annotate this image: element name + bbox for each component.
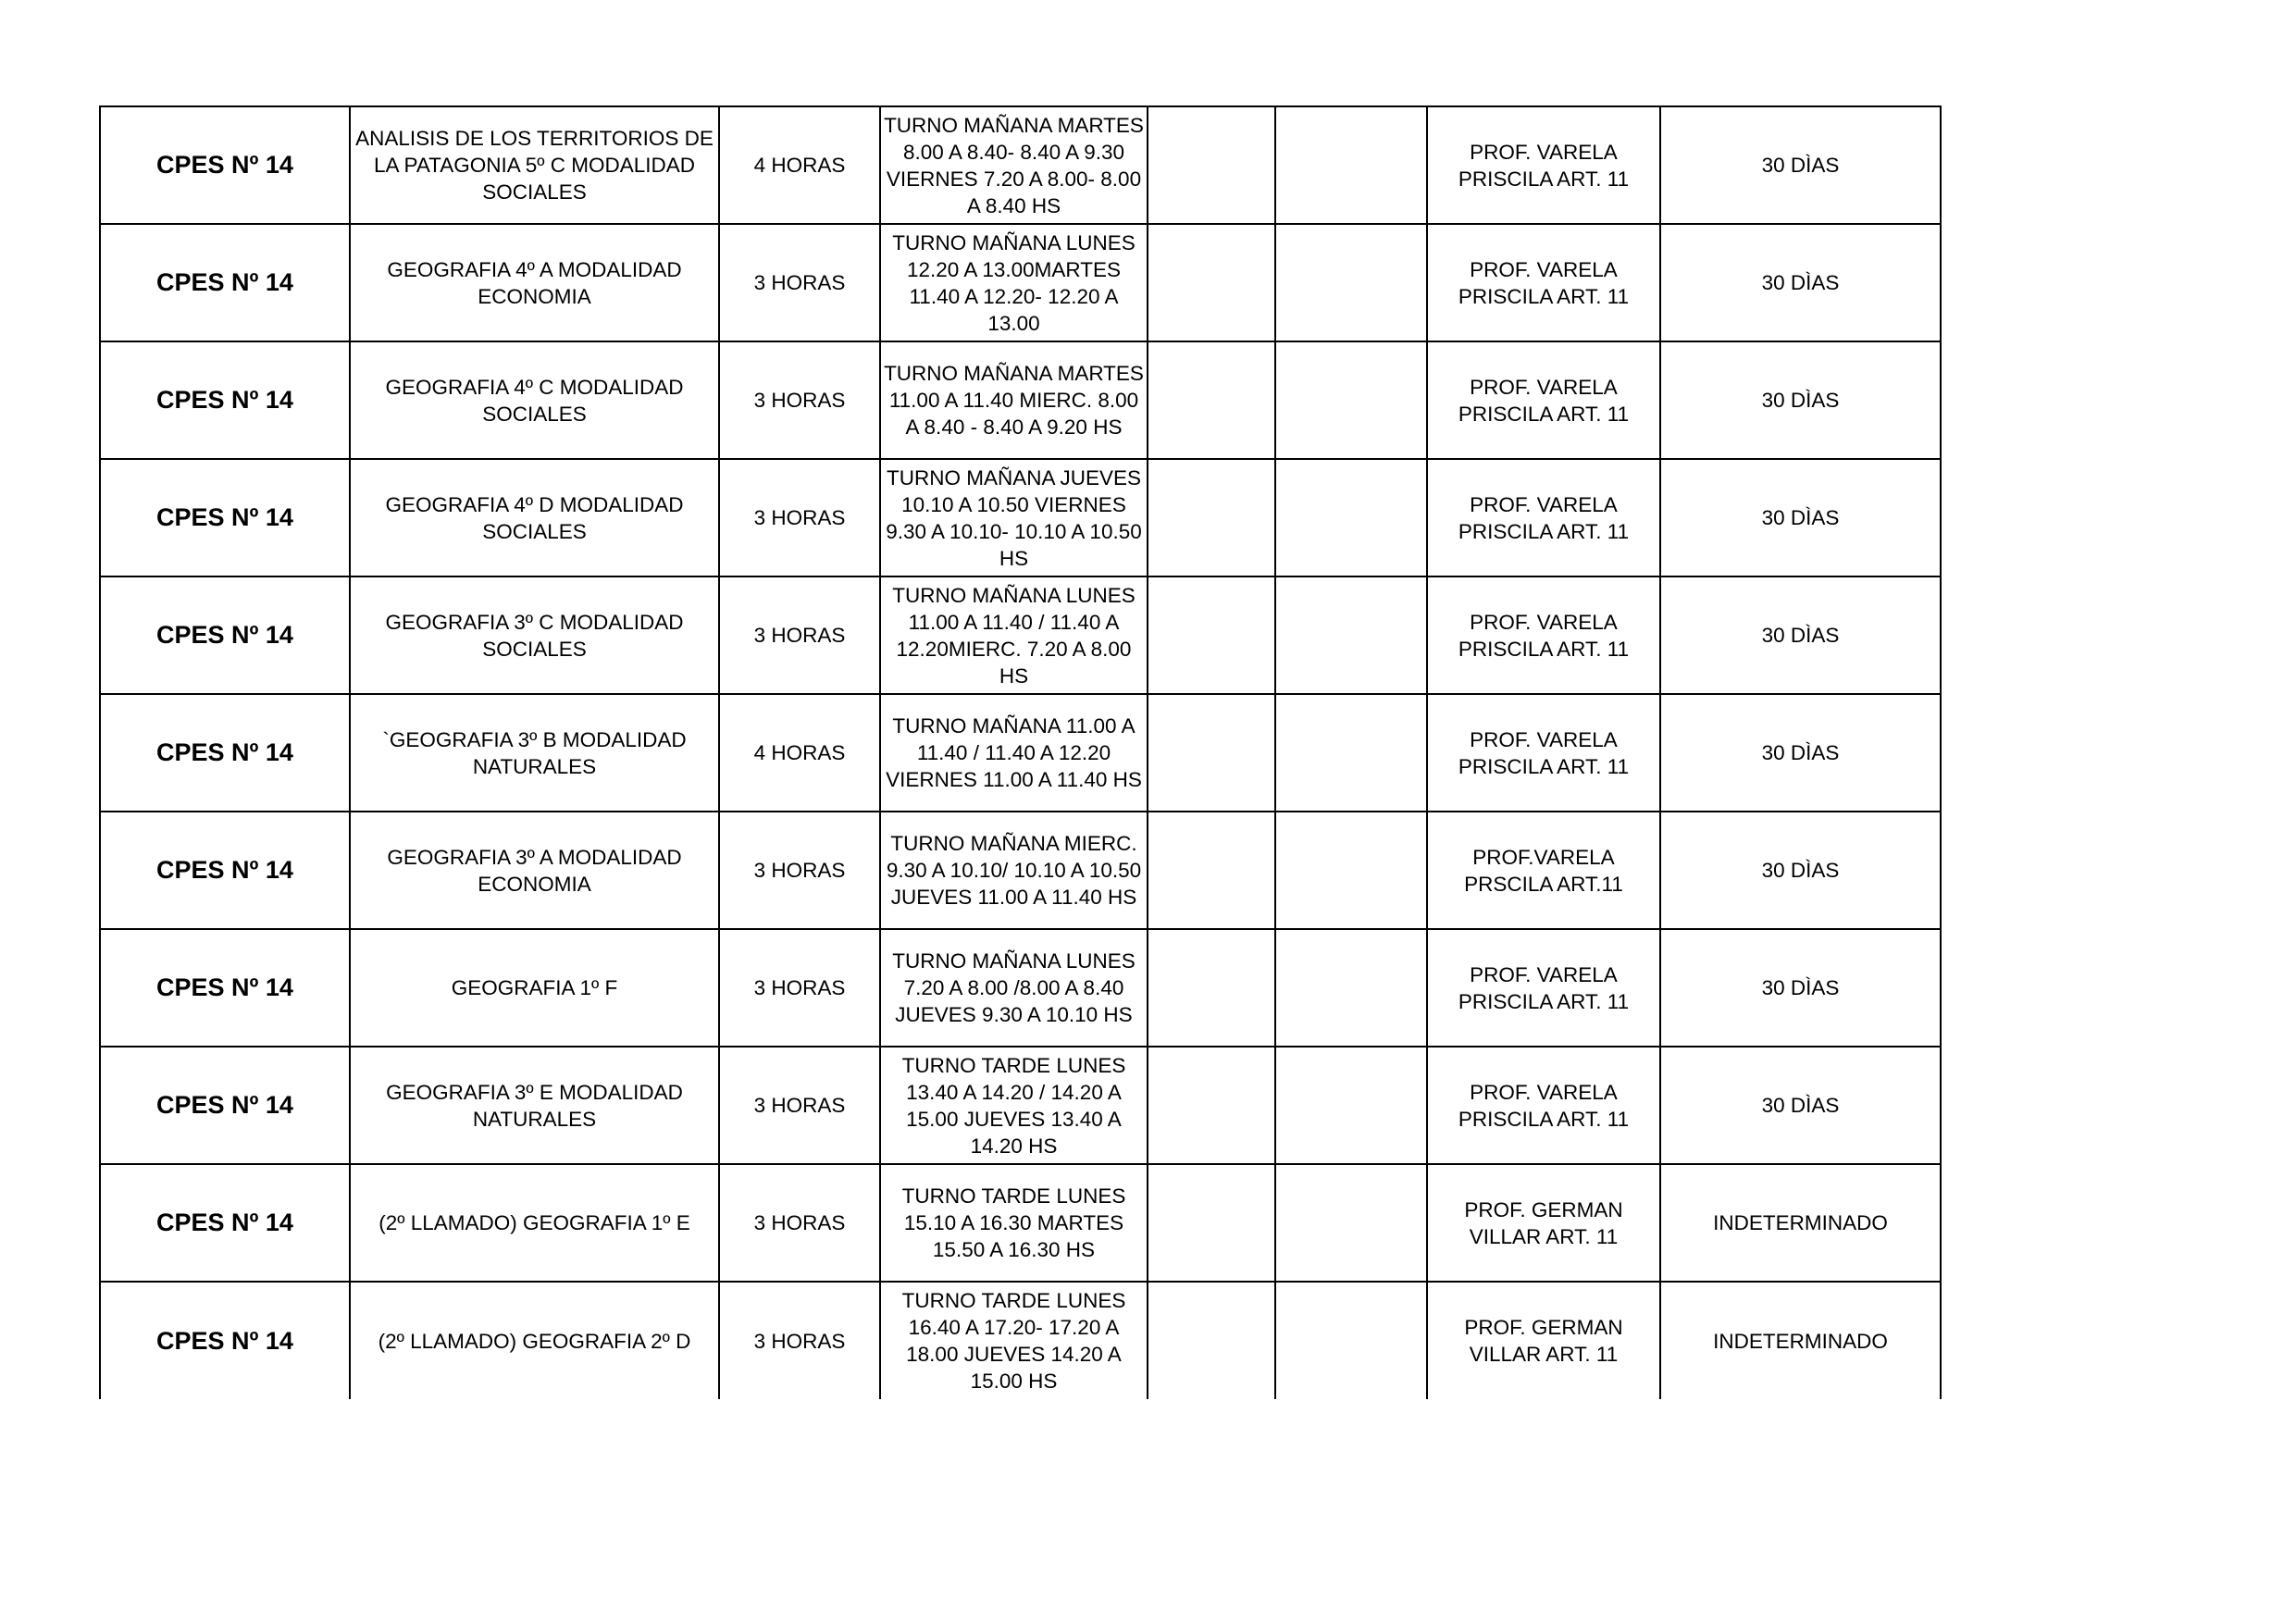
subject-cell	[350, 106, 719, 224]
subject-cell-text: `GEOGRAFIA 3º B MODALIDAD NATURALES	[382, 727, 687, 778]
empty-cell	[1148, 1047, 1275, 1164]
hours-cell	[719, 1282, 880, 1399]
empty-cell	[1275, 694, 1427, 812]
schedule-cell	[880, 1282, 1148, 1399]
schedule-cell	[880, 929, 1148, 1047]
schedule-cell-text: TURNO MAÑANA JUEVES 10.10 A 10.50 VIERNES 9.30 A 10.10- 10.10 A 10.50 HS	[886, 465, 1142, 570]
subject-cell-text: GEOGRAFIA 3º E MODALIDAD NATURALES	[386, 1080, 683, 1131]
duration-cell	[1660, 106, 1941, 224]
schedule-cell-text: TURNO MAÑANA MARTES 8.00 A 8.40- 8.40 A 9.30 VIERNES 7.20 A 8.00- 8.00 A 8.40 HS	[884, 113, 1144, 217]
duration-cell-text: 30 DÌAS	[1761, 976, 1840, 999]
subject-cell-text: GEOGRAFIA 4º D MODALIDAD SOCIALES	[385, 492, 684, 543]
hours-cell-text: 3 HORAS	[753, 1094, 846, 1117]
hours-cell-text: 3 HORAS	[753, 976, 846, 999]
teacher-cell	[1427, 1164, 1660, 1282]
school-cell	[100, 106, 350, 224]
duration-cell-text: 30 DÌAS	[1761, 506, 1840, 529]
empty-cell	[1275, 929, 1427, 1047]
teacher-cell-text: PROF. VARELA PRISCILA ART. 11	[1458, 257, 1630, 308]
teacher-cell-text: PROF. VARELA PRISCILA ART. 11	[1458, 727, 1630, 778]
duration-cell-text: INDETERMINADO	[1713, 1329, 1888, 1353]
hours-cell	[719, 459, 880, 576]
teacher-cell	[1427, 1047, 1660, 1164]
duration-cell	[1660, 576, 1941, 694]
empty-cell	[1148, 341, 1275, 459]
teacher-cell-text: PROF. VARELA PRISCILA ART. 11	[1458, 1080, 1630, 1131]
subject-cell-text: ANALISIS DE LOS TERRITORIOS DE LA PATAGONIA 5º C MODALIDAD SOCIALES	[355, 127, 714, 204]
empty-cell	[1148, 1164, 1275, 1282]
teacher-cell-text: PROF.VARELA PRSCILA ART.11	[1464, 845, 1623, 896]
hours-cell-text: 3 HORAS	[753, 506, 846, 529]
school-cell-text: CPES Nº 14	[156, 857, 293, 884]
schedule-cell	[880, 694, 1148, 812]
schedule-cell	[880, 576, 1148, 694]
school-cell-text: CPES Nº 14	[156, 152, 293, 179]
teacher-cell	[1427, 694, 1660, 812]
empty-cell	[1148, 812, 1275, 929]
subject-cell-text: GEOGRAFIA 3º C MODALIDAD SOCIALES	[385, 610, 684, 661]
hours-cell	[719, 576, 880, 694]
table-row	[100, 1047, 1941, 1164]
schedule-cell	[880, 1047, 1148, 1164]
hours-cell	[719, 106, 880, 224]
duration-cell-text: 30 DÌAS	[1761, 389, 1840, 412]
duration-cell-text: 30 DÌAS	[1761, 859, 1840, 882]
schedule-cell-text: TURNO MAÑANA MIERC. 9.30 A 10.10/ 10.10 A 10.50 JUEVES 11.00 A 11.40 HS	[886, 832, 1142, 909]
school-cell	[100, 1282, 350, 1399]
subject-cell-text: (2º LLAMADO) GEOGRAFIA 1º E	[379, 1211, 690, 1234]
hours-cell	[719, 694, 880, 812]
duration-cell-text: 30 DÌAS	[1761, 154, 1840, 177]
duration-cell	[1660, 224, 1941, 341]
table-row	[100, 812, 1941, 929]
subject-cell	[350, 576, 719, 694]
school-cell-text: CPES Nº 14	[156, 387, 293, 414]
empty-cell	[1148, 576, 1275, 694]
teacher-cell	[1427, 812, 1660, 929]
table-row	[100, 224, 1941, 341]
school-cell	[100, 1164, 350, 1282]
teacher-cell-text: PROF. VARELA PRISCILA ART. 11	[1458, 962, 1630, 1013]
subject-cell-text: GEOGRAFIA 3º A MODALIDAD ECONOMIA	[387, 845, 682, 896]
school-cell	[100, 341, 350, 459]
subject-cell	[350, 929, 719, 1047]
hours-cell-text: 4 HORAS	[753, 154, 846, 177]
empty-cell	[1148, 459, 1275, 576]
school-cell	[100, 694, 350, 812]
teacher-cell	[1427, 224, 1660, 341]
teacher-cell-text: PROF. VARELA PRISCILA ART. 11	[1458, 610, 1630, 661]
duration-cell-text: 30 DÌAS	[1761, 271, 1840, 294]
table-row	[100, 1282, 1941, 1399]
duration-cell	[1660, 929, 1941, 1047]
table-row	[100, 576, 1941, 694]
teacher-cell-text: PROF. VARELA PRISCILA ART. 11	[1458, 140, 1630, 191]
school-cell-text: CPES Nº 14	[156, 622, 293, 649]
schedule-cell	[880, 341, 1148, 459]
hours-cell-text: 3 HORAS	[753, 1329, 846, 1353]
duration-cell	[1660, 341, 1941, 459]
empty-cell	[1148, 929, 1275, 1047]
table-row	[100, 106, 1941, 224]
school-cell-text: CPES Nº 14	[156, 739, 293, 766]
schedule-cell-text: TURNO MAÑANA LUNES 7.20 A 8.00 /8.00 A 8.40 JUEVES 9.30 A 10.10 HS	[892, 949, 1136, 1026]
table-row	[100, 694, 1941, 812]
duration-cell-text: 30 DÌAS	[1761, 741, 1840, 764]
duration-cell	[1660, 459, 1941, 576]
duration-cell-text: 30 DÌAS	[1761, 624, 1840, 647]
schedule-cell-text: TURNO MAÑANA 11.00 A 11.40 / 11.40 A 12.20 VIERNES 11.00 A 11.40 HS	[886, 714, 1142, 791]
empty-cell	[1148, 224, 1275, 341]
schedule-cell-text: TURNO MAÑANA LUNES 11.00 A 11.40 / 11.40 A 12.20MIERC. 7.20 A 8.00 HS	[892, 583, 1136, 688]
schedule-cell-text: TURNO MAÑANA MARTES 11.00 A 11.40 MIERC. 8.00 A 8.40 - 8.40 A 9.20 HS	[884, 362, 1144, 439]
hours-cell-text: 3 HORAS	[753, 389, 846, 412]
table-row	[100, 1164, 1941, 1282]
empty-cell	[1275, 224, 1427, 341]
subject-cell	[350, 224, 719, 341]
schedule-cell	[880, 812, 1148, 929]
duration-cell-text: 30 DÌAS	[1761, 1094, 1840, 1117]
teacher-cell	[1427, 929, 1660, 1047]
table-row	[100, 929, 1941, 1047]
empty-cell	[1275, 1282, 1427, 1399]
schedule-cell-text: TURNO MAÑANA LUNES 12.20 A 13.00MARTES 11.40 A 12.20- 12.20 A 13.00	[892, 230, 1136, 335]
schedule-cell	[880, 459, 1148, 576]
empty-cell	[1275, 459, 1427, 576]
teacher-cell-text: PROF. GERMAN VILLAR ART. 11	[1464, 1316, 1623, 1366]
table-row	[100, 459, 1941, 576]
empty-cell	[1275, 341, 1427, 459]
teacher-cell-text: PROF. GERMAN VILLAR ART. 11	[1464, 1197, 1623, 1248]
school-cell	[100, 812, 350, 929]
schedule-cell	[880, 1164, 1148, 1282]
school-cell-text: CPES Nº 14	[156, 504, 293, 531]
hours-cell	[719, 812, 880, 929]
school-cell-text: CPES Nº 14	[156, 269, 293, 296]
subject-cell	[350, 459, 719, 576]
duration-cell	[1660, 1047, 1941, 1164]
subject-cell-text: GEOGRAFIA 1º F	[451, 976, 618, 999]
teacher-cell-text: PROF. VARELA PRISCILA ART. 11	[1458, 492, 1630, 543]
duration-cell	[1660, 812, 1941, 929]
hours-cell-text: 3 HORAS	[753, 624, 846, 647]
subject-cell	[350, 341, 719, 459]
school-cell-text: CPES Nº 14	[156, 974, 293, 1001]
school-cell-text: CPES Nº 14	[156, 1092, 293, 1119]
empty-cell	[1275, 106, 1427, 224]
teacher-cell-text: PROF. VARELA PRISCILA ART. 11	[1458, 375, 1630, 426]
school-cell	[100, 929, 350, 1047]
subject-cell-text: GEOGRAFIA 4º A MODALIDAD ECONOMIA	[387, 257, 682, 308]
schedule-cell-text: TURNO TARDE LUNES 15.10 A 16.30 MARTES 15.50 A 16.30 HS	[901, 1184, 1126, 1261]
empty-cell	[1148, 694, 1275, 812]
subject-cell-text: (2º LLAMADO) GEOGRAFIA 2º D	[378, 1329, 691, 1353]
empty-cell	[1275, 812, 1427, 929]
teacher-cell	[1427, 341, 1660, 459]
duration-cell	[1660, 1282, 1941, 1399]
hours-cell	[719, 224, 880, 341]
duration-cell	[1660, 694, 1941, 812]
hours-cell	[719, 929, 880, 1047]
schedule-table	[99, 105, 1942, 1399]
schedule-cell	[880, 224, 1148, 341]
subject-cell	[350, 1282, 719, 1399]
subject-cell-text: GEOGRAFIA 4º C MODALIDAD SOCIALES	[385, 375, 684, 426]
subject-cell	[350, 812, 719, 929]
teacher-cell	[1427, 1282, 1660, 1399]
teacher-cell	[1427, 459, 1660, 576]
table-row	[100, 341, 1941, 459]
empty-cell	[1148, 106, 1275, 224]
teacher-cell	[1427, 106, 1660, 224]
empty-cell	[1275, 1164, 1427, 1282]
school-cell	[100, 459, 350, 576]
subject-cell	[350, 694, 719, 812]
subject-cell	[350, 1047, 719, 1164]
table-body	[100, 106, 1941, 1399]
school-cell	[100, 576, 350, 694]
schedule-cell-text: TURNO TARDE LUNES 13.40 A 14.20 / 14.20 A 15.00 JUEVES 13.40 A 14.20 HS	[901, 1053, 1126, 1158]
school-cell	[100, 1047, 350, 1164]
hours-cell-text: 3 HORAS	[753, 859, 846, 882]
duration-cell-text: INDETERMINADO	[1713, 1211, 1888, 1234]
school-cell-text: CPES Nº 14	[156, 1209, 293, 1236]
empty-cell	[1275, 576, 1427, 694]
subject-cell	[350, 1164, 719, 1282]
teacher-cell	[1427, 576, 1660, 694]
hours-cell-text: 4 HORAS	[753, 741, 846, 764]
school-cell	[100, 224, 350, 341]
hours-cell	[719, 1164, 880, 1282]
hours-cell-text: 3 HORAS	[753, 271, 846, 294]
hours-cell	[719, 1047, 880, 1164]
school-cell-text: CPES Nº 14	[156, 1327, 293, 1355]
schedule-cell	[880, 106, 1148, 224]
empty-cell	[1275, 1047, 1427, 1164]
empty-cell	[1148, 1282, 1275, 1399]
hours-cell	[719, 341, 880, 459]
duration-cell	[1660, 1164, 1941, 1282]
schedule-cell-text: TURNO TARDE LUNES 16.40 A 17.20- 17.20 A 18.00 JUEVES 14.20 A 15.00 HS	[901, 1289, 1126, 1393]
hours-cell-text: 3 HORAS	[753, 1211, 846, 1234]
